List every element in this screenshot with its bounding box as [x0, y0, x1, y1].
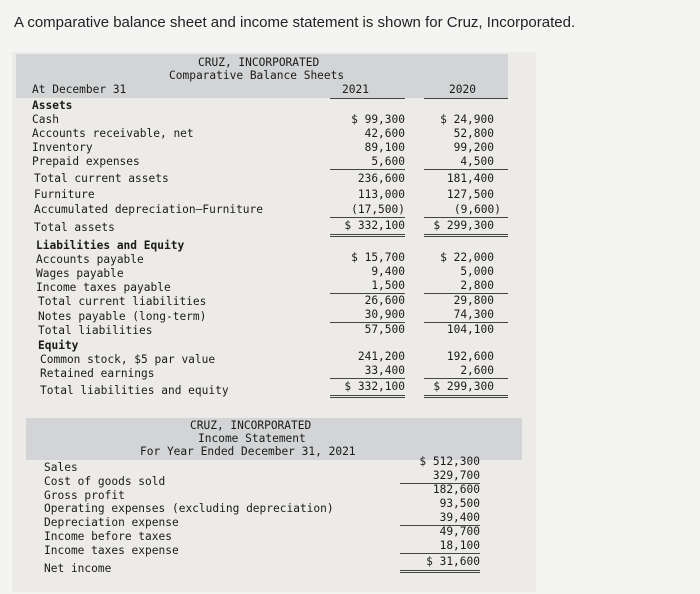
tca-2021: 236,600 — [357, 172, 405, 185]
itp-2021: 1,500 — [371, 279, 405, 292]
tle-2020: $ 299,300 — [433, 380, 494, 393]
double-rule-tle-2020-b — [424, 397, 508, 398]
row-label-notes-payable: Notes payable (long-term) — [38, 310, 207, 323]
intro-text: A comparative balance sheet and income statement is shown for Cruz, Incorporated. — [14, 14, 576, 31]
row-label-retained-earnings: Retained earnings — [40, 367, 155, 380]
accum-depr-2020: (9,600) — [453, 203, 501, 216]
row-label-total-liab-equity: Total liabilities and equity — [40, 384, 229, 397]
is-depreciation: 39,400 — [439, 511, 480, 524]
is-company: CRUZ, INCORPORATED — [190, 419, 312, 432]
tl-2021: 57,500 — [364, 323, 405, 336]
total-assets-2021: $ 332,100 — [344, 219, 405, 232]
double-rule-tle-2021-b — [330, 397, 405, 398]
cash-2020: $ 24,900 — [440, 113, 494, 126]
is-sales: $ 512,300 — [419, 455, 480, 468]
equity-heading: Equity — [38, 339, 79, 352]
row-label-total-assets: Total assets — [34, 221, 115, 234]
tca-2020: 181,400 — [446, 172, 494, 185]
cs-2021: 241,200 — [357, 350, 405, 363]
assets-heading: Assets — [32, 99, 73, 112]
row-label-total-current-liabilities: Total current liabilities — [38, 295, 207, 308]
tl-2020: 104,100 — [446, 323, 494, 336]
header-rule-2020 — [424, 98, 508, 99]
double-rule-assets-2020-b — [424, 236, 508, 237]
double-rule-net-income-a — [400, 570, 480, 571]
inventory-2020: 99,200 — [453, 141, 494, 154]
double-rule-net-income-b — [400, 572, 480, 573]
cs-2020: 192,600 — [446, 350, 494, 363]
is-label-opex: Operating expenses (excluding depreciation) — [44, 502, 334, 515]
rule-prepaid-2020 — [424, 169, 508, 170]
is-label-net-income: Net income — [44, 562, 112, 575]
tcl-2021: 26,600 — [364, 294, 405, 307]
ar-2021: 42,600 — [364, 127, 405, 140]
row-label-accounts-receivable: Accounts receivable, net — [32, 127, 194, 140]
double-rule-assets-2021-a — [330, 234, 405, 235]
header-rule-2021 — [330, 98, 405, 99]
re-2021: 33,400 — [364, 364, 405, 377]
rule-income-taxes — [400, 553, 480, 554]
row-label-accum-depr: Accumulated depreciation—Furniture — [34, 203, 264, 216]
ap-2020: $ 22,000 — [440, 251, 494, 264]
row-label-wages-payable: Wages payable — [36, 267, 124, 280]
row-label-inventory: Inventory — [32, 141, 93, 154]
bs-col-2021: 2021 — [342, 83, 369, 96]
row-label-common-stock: Common stock, $5 par value — [40, 353, 216, 366]
statement-sheet — [12, 52, 536, 592]
is-label-income-before-taxes: Income before taxes — [44, 530, 172, 543]
double-rule-tle-2021-a — [330, 395, 405, 396]
re-2020: 2,600 — [460, 364, 494, 377]
tle-2021: $ 332,100 — [344, 380, 405, 393]
row-label-prepaid: Prepaid expenses — [32, 155, 140, 168]
row-label-income-taxes-payable: Income taxes payable — [36, 281, 171, 294]
ap-2021: $ 15,700 — [351, 251, 405, 264]
double-rule-tle-2020-a — [424, 395, 508, 396]
is-title: Income Statement — [198, 432, 306, 445]
wages-2021: 9,400 — [371, 265, 405, 278]
rule-re-2020 — [424, 378, 508, 379]
is-opex: 93,500 — [439, 497, 480, 510]
furniture-2020: 127,500 — [446, 188, 494, 201]
double-rule-assets-2020-a — [424, 234, 508, 235]
is-label-depreciation: Depreciation expense — [44, 516, 179, 529]
bs-title: Comparative Balance Sheets — [169, 69, 345, 82]
is-label-income-taxes: Income taxes expense — [44, 544, 179, 557]
bs-date-label: At December 31 — [32, 83, 127, 96]
is-net-income: $ 31,600 — [426, 555, 480, 568]
is-label-gross-profit: Gross profit — [44, 489, 125, 502]
row-label-total-liabilities: Total liabilities — [38, 324, 153, 337]
accum-depr-2021: (17,500) — [351, 203, 405, 216]
is-income-taxes: 18,100 — [439, 539, 480, 552]
is-label-cogs: Cost of goods sold — [44, 475, 166, 488]
tcl-2020: 29,800 — [453, 294, 494, 307]
cash-2021: $ 99,300 — [351, 113, 405, 126]
rule-re-2021 — [330, 378, 405, 379]
notes-2021: 30,900 — [364, 308, 405, 321]
is-income-before-taxes: 49,700 — [439, 525, 480, 538]
liabilities-heading: Liabilities and Equity — [36, 239, 185, 252]
row-label-cash: Cash — [32, 113, 59, 126]
prepaid-2021: 5,600 — [371, 155, 405, 168]
rule-prepaid-2021 — [330, 169, 405, 170]
inventory-2021: 89,100 — [364, 141, 405, 154]
double-rule-assets-2021-b — [330, 236, 405, 237]
bs-col-2020: 2020 — [449, 83, 476, 96]
ar-2020: 52,800 — [453, 127, 494, 140]
prepaid-2020: 4,500 — [460, 155, 494, 168]
total-assets-2020: $ 299,300 — [433, 219, 494, 232]
row-label-furniture: Furniture — [34, 188, 95, 201]
is-label-sales: Sales — [44, 461, 78, 474]
row-label-total-current-assets: Total current assets — [34, 172, 169, 185]
is-gross-profit: 182,600 — [432, 483, 480, 496]
is-cogs: 329,700 — [432, 469, 480, 482]
row-label-accounts-payable: Accounts payable — [36, 253, 144, 266]
rule-depr-2020 — [424, 217, 508, 218]
furniture-2021: 113,000 — [357, 188, 405, 201]
itp-2020: 2,800 — [460, 279, 494, 292]
wages-2020: 5,000 — [460, 265, 494, 278]
is-period: For Year Ended December 31, 2021 — [140, 445, 356, 458]
notes-2020: 74,300 — [453, 308, 494, 321]
rule-depr-2021 — [330, 217, 405, 218]
bs-company: CRUZ, INCORPORATED — [198, 56, 320, 69]
